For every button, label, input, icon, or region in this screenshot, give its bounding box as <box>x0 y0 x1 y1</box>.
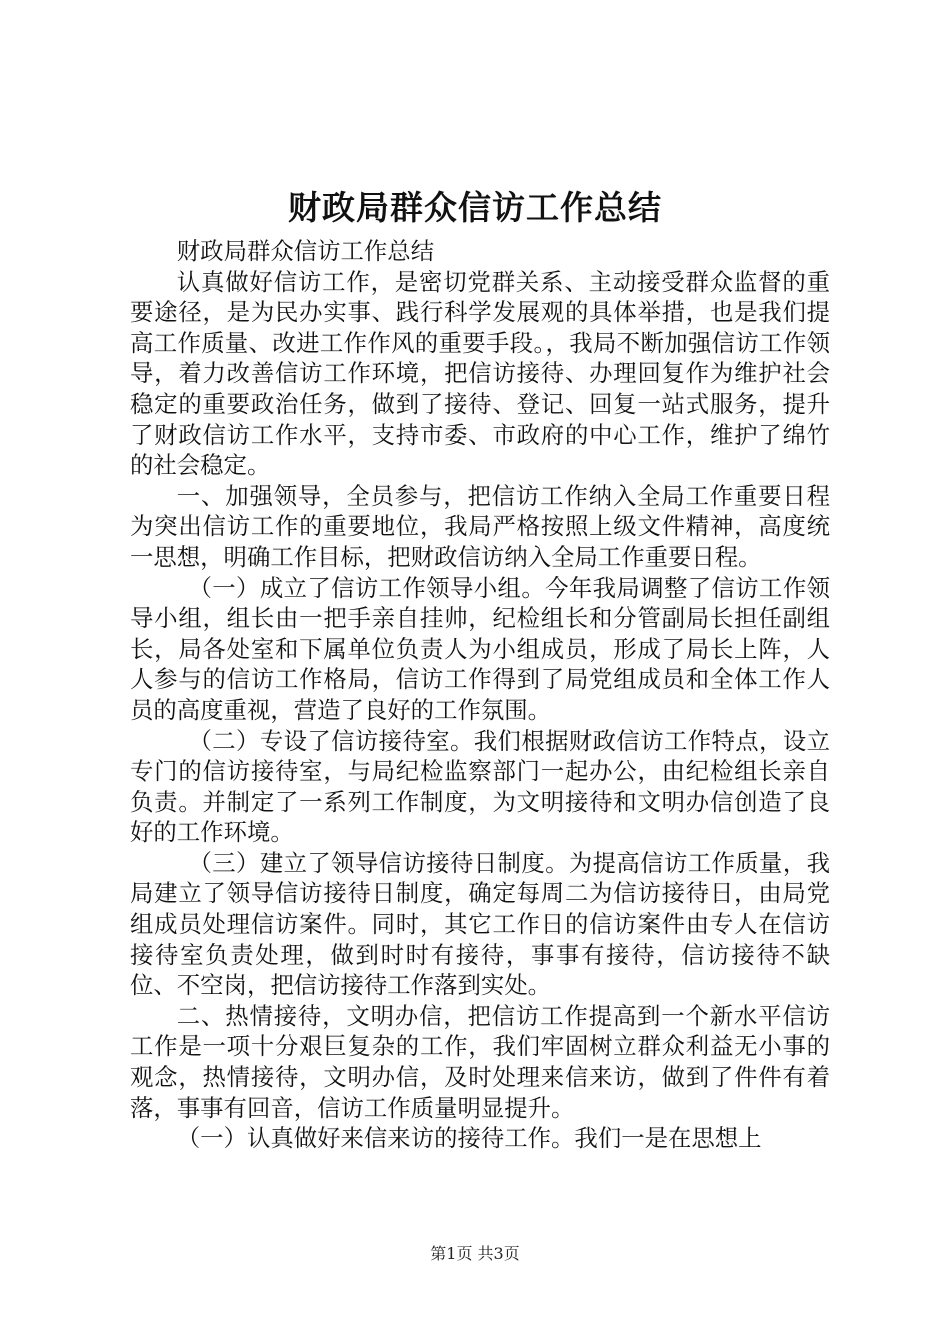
document-title: 财政局群众信访工作总结 <box>288 188 662 227</box>
section-two-item-one-paragraph: （一）认真做好来信来访的接待工作。我们一是在思想上 <box>176 1124 762 1153</box>
page-footer: 第1页 共3页 <box>430 1244 520 1263</box>
section-two-paragraph: 二、热情接待，文明办信，把信访工作提高到一个新水平信访工作是一项十分艰巨复杂的工作，我们牢固树立群众利益无小事的观念，热情接待，文明办信，及时处理来信来访，做到了件件有着落，事事有回音，信访工作质量明显提升。 <box>130 1001 830 1122</box>
section-one-item-one-paragraph: （一）成立了信访工作领导小组。今年我局调整了信访工作领导小组，组长由一把手亲自挂帅，纪检组长和分管副局长担任副组长，局各处室和下属单位负责人为小组成员，形成了局长上阵，人人参与的信访工作格局，信访工作得到了局党组成员和全体工作人员的高度重视，营造了良好的工作氛围。 <box>130 573 830 724</box>
section-one-item-three-paragraph: （三）建立了领导信访接待日制度。为提高信访工作质量，我局建立了领导信访接待日制度，确定每周二为信访接待日，由局党组成员处理信访案件。同时，其它工作日的信访案件由专人在信访接待室负责处理，做到时时有接待，事事有接待，信访接待不缺位、不空岗，把信访接待工作落到实处。 <box>130 848 830 1000</box>
document-body <box>130 236 830 1154</box>
subtitle-paragraph: 财政局群众信访工作总结 <box>176 237 435 265</box>
section-one-item-two-paragraph: （二）专设了信访接待室。我们根据财政信访工作特点，设立专门的信访接待室，与局纪检监察部门一起办公，由纪检组长亲自负责。并制定了一系列工作制度，为文明接待和文明办信创造了良好的工作环境。 <box>130 726 830 847</box>
intro-paragraph: 认真做好信访工作，是密切党群关系、主动接受群众监督的重要途径，是为民办实事、践行科学发展观的具体举措，也是我们提高工作质量、改进工作作风的重要手段。，我局不断加强信访工作领导，着力改善信访工作环境，把信访接待、办理回复作为维护社会稳定的重要政治任务，做到了接待、登记、回复一站式服务，提升了财政信访工作水平，支持市委、市政府的中心工作，维护了绵竹的社会稳定。 <box>130 267 830 480</box>
section-one-paragraph: 一、加强领导，全员参与，把信访工作纳入全局工作重要日程为突出信访工作的重要地位，我局严格按照上级文件精神，高度统一思想，明确工作目标，把财政信访纳入全局工作重要日程。 <box>130 481 830 571</box>
